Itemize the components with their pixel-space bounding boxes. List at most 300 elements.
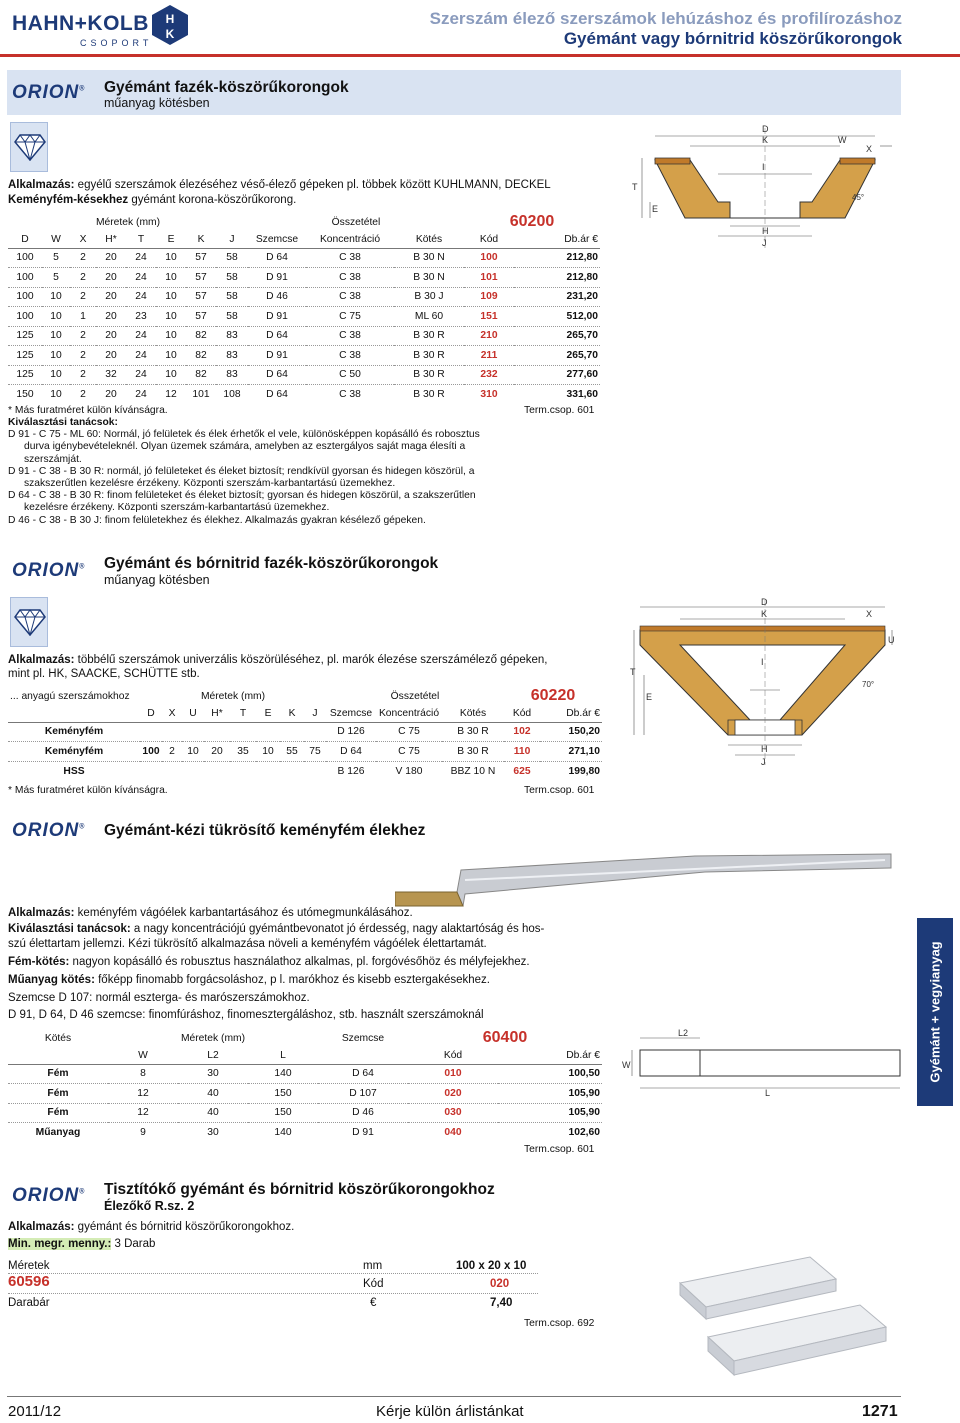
table-cell: 10 [156, 268, 186, 288]
dim-cell [182, 761, 204, 781]
table-cell: C 75 [376, 742, 442, 762]
s3-code: 60400 [482, 1029, 528, 1046]
table-cell: 83 [216, 346, 248, 366]
table-cell: 12 [108, 1084, 178, 1104]
table-cell: 310 [464, 385, 514, 405]
table-cell: 512,00 [514, 307, 600, 327]
table-cell: 24 [126, 248, 156, 268]
table-cell: B 30 J [394, 287, 464, 307]
table-cell: Műanyag [8, 1123, 108, 1143]
header-title [302, 9, 902, 49]
table-cell: 625 [504, 761, 540, 781]
s4-r1-value: 100 x 20 x 10 [456, 1260, 527, 1272]
table-cell: 10 [42, 326, 70, 346]
s2-group-dim: Méretek (mm) [200, 690, 266, 702]
material-cell: HSS [8, 761, 140, 781]
s1-col-header: H* [96, 231, 126, 248]
table-row [8, 365, 600, 385]
table-cell: 212,80 [514, 268, 600, 288]
table-cell: 2 [70, 385, 96, 405]
orion-logo: ORION® [12, 82, 86, 103]
table-cell: 8 [108, 1064, 178, 1084]
table-cell: BBZ 10 N [442, 761, 504, 781]
table-cell: 23 [126, 307, 156, 327]
svg-text:K: K [761, 609, 768, 619]
svg-text:H: H [165, 12, 175, 26]
table-cell: B 30 R [394, 346, 464, 366]
table-cell: 265,70 [514, 346, 600, 366]
dim-cell [230, 761, 256, 781]
table-cell: 82 [186, 346, 216, 366]
table-cell: 10 [42, 307, 70, 327]
table-cell: 100 [8, 268, 42, 288]
table-cell: 100 [8, 287, 42, 307]
table-cell: C 50 [306, 365, 394, 385]
s1-group-dim: Méretek (mm) [95, 216, 161, 228]
svg-text:H: H [762, 226, 769, 236]
table-row [8, 1103, 602, 1123]
s2-cup-wheel-diagram [630, 595, 900, 770]
table-cell: 100 [464, 248, 514, 268]
dim-cell [256, 722, 280, 742]
s1-application: Alkalmazás: egyélű szerszámok élezéséhez véső-élező gépeken pl. többek között KUHLMANN, DECKEL [8, 179, 551, 191]
s2-group-mat: ... anyagú szerszámokhoz [10, 690, 130, 702]
table-cell: D 64 [248, 326, 306, 346]
svg-text:70°: 70° [862, 680, 875, 689]
diamond-icon [14, 133, 46, 161]
table-cell: 10 [42, 365, 70, 385]
s3-line4: Műanyag kötés: főképp finomabb forgácsoláshoz, p l. marókhoz és kisebb esztergakésekhez. [8, 974, 490, 986]
svg-text:T: T [632, 182, 638, 192]
table-row [8, 1064, 602, 1084]
s3-line6: D 91, D 64, D 46 szemcse: finomfúráshoz, finomesztergáláshoz, stb. használt szerszámoknál [8, 1009, 484, 1021]
table-cell: 24 [126, 287, 156, 307]
table-cell: 020 [408, 1084, 498, 1104]
table-cell: 30 [178, 1123, 248, 1143]
table-cell: D 46 [248, 287, 306, 307]
table-cell: 125 [8, 326, 42, 346]
s3-col-header: W [108, 1047, 178, 1064]
table-cell: 10 [156, 346, 186, 366]
table-cell: 20 [96, 287, 126, 307]
table-cell: 40 [178, 1084, 248, 1104]
s1-col-header: Kód [464, 231, 514, 248]
table-cell: 10 [156, 248, 186, 268]
orion-logo: ORION® [12, 820, 86, 841]
s2-code: 60220 [530, 687, 576, 704]
diamond-icon [14, 608, 46, 636]
svg-text:U: U [888, 635, 895, 645]
s1-col-header: T [126, 231, 156, 248]
s1-title: Gyémánt fazék-köszörűkorongok [104, 79, 349, 96]
s3-line5: Szemcse D 107: normál esztergа- és marószerszámokhoz. [8, 992, 310, 1004]
s4-r3-label: Darabár [8, 1297, 50, 1309]
table-cell: 212,80 [514, 248, 600, 268]
table-cell: 58 [216, 307, 248, 327]
table-cell: 2 [70, 365, 96, 385]
table-cell: 102 [504, 722, 540, 742]
s1-col-header: W [42, 231, 70, 248]
table-cell: 2 [70, 326, 96, 346]
s3-col-header: L [248, 1047, 318, 1064]
s4-r3-unit: € [370, 1297, 377, 1309]
material-cell: Keményfém [8, 742, 140, 762]
svg-text:J: J [761, 757, 766, 767]
table-cell: 57 [186, 248, 216, 268]
s1-cup-wheel-diagram [630, 118, 900, 258]
table-cell: 125 [8, 346, 42, 366]
s1-col-header: Koncentráció [306, 231, 394, 248]
table-cell: 20 [96, 248, 126, 268]
table-cell: B 126 [326, 761, 376, 781]
s4-title: Tisztítókő gyémánt és bórnitrid köszörűkorongokhoz [104, 1181, 495, 1198]
table-cell: 57 [186, 307, 216, 327]
s1-term: Term.csop. 601 [524, 405, 595, 416]
s1-code: 60200 [509, 213, 555, 230]
svg-text:L2: L2 [678, 1028, 689, 1038]
table-cell: 271,10 [540, 742, 602, 762]
svg-text:W: W [622, 1060, 631, 1070]
table-cell: D 91 [248, 307, 306, 327]
table-cell: 57 [186, 287, 216, 307]
table-cell: B 30 N [394, 248, 464, 268]
table-cell: D 64 [248, 248, 306, 268]
svg-text:J: J [762, 238, 767, 248]
table-row [8, 307, 600, 327]
table-cell: 10 [156, 307, 186, 327]
table-cell: B 30 R [394, 326, 464, 346]
s2-title: Gyémánt és bórnitrid fazék-köszörűkorongok [104, 555, 439, 572]
s1-subtitle: műanyag kötésben [104, 96, 210, 110]
svg-text:W: W [838, 135, 847, 145]
table-cell: 10 [156, 326, 186, 346]
s3-title: Gyémánt-kézi tükrösítő keményfém élekhez [104, 822, 426, 839]
s1-col-header: E [156, 231, 186, 248]
dim-cell: 75 [304, 742, 326, 762]
s2-col-header: Kötés [442, 705, 504, 722]
svg-text:D: D [761, 597, 768, 607]
table-cell: 5 [42, 248, 70, 268]
s2-col-header: X [162, 705, 182, 722]
s1-col-header: Szemcse [248, 231, 306, 248]
s1-col-header: K [186, 231, 216, 248]
table-cell: 150 [248, 1084, 318, 1104]
table-cell: D 64 [318, 1064, 408, 1084]
dim-cell [280, 722, 304, 742]
dim-cell [230, 722, 256, 742]
dim-cell: 55 [280, 742, 304, 762]
s3-col-header: Db.ár € [498, 1047, 602, 1064]
table-cell: 277,60 [514, 365, 600, 385]
table-cell: 125 [8, 365, 42, 385]
table-cell: 24 [126, 268, 156, 288]
table-cell: 58 [216, 248, 248, 268]
s2-application: Alkalmazás: többélű szerszámok univerzális köszörüléséhez, pl. marók élezése szerszámélező gépeken, [8, 654, 548, 666]
table-cell: 1 [70, 307, 96, 327]
table-cell: C 38 [306, 248, 394, 268]
s2-col-header: D [140, 705, 162, 722]
table-cell: 150 [8, 385, 42, 405]
svg-text:D: D [762, 124, 769, 134]
s3-col-header: Kód [408, 1047, 498, 1064]
orion-logo: ORION® [12, 560, 86, 581]
table-cell: D 91 [318, 1123, 408, 1143]
s4-r2-value: 020 [490, 1278, 510, 1290]
svg-text:K: K [762, 135, 769, 145]
s4-min-qty: Min. megr. menny.: 3 Darab [8, 1238, 156, 1250]
table-cell: 2 [70, 346, 96, 366]
dim-cell [204, 722, 230, 742]
table-cell: 24 [126, 326, 156, 346]
diamond-badge [10, 122, 48, 172]
table-cell: 100 [8, 248, 42, 268]
s3-line1: Alkalmazás: keményfém vágóélek karbantartásához és utómegmunkálásához. [8, 907, 413, 919]
svg-text:I: I [762, 162, 765, 172]
s2-col-header: H* [204, 705, 230, 722]
header-rule [0, 54, 960, 57]
table-row [8, 761, 602, 781]
table-row [8, 346, 600, 366]
dim-cell: 35 [230, 742, 256, 762]
dim-cell [182, 722, 204, 742]
table-cell: 140 [248, 1064, 318, 1084]
table-cell: 150 [248, 1103, 318, 1123]
s4-term: Term.csop. 692 [524, 1318, 595, 1329]
footer-rule [7, 1396, 901, 1397]
material-cell: Keményfém [8, 722, 140, 742]
table-cell: 9 [108, 1123, 178, 1143]
s1-col-header: D [8, 231, 42, 248]
table-cell: 83 [216, 326, 248, 346]
svg-text:X: X [866, 609, 873, 619]
table-cell: 20 [96, 326, 126, 346]
table-cell: 101 [186, 385, 216, 405]
dim-cell: 2 [162, 742, 182, 762]
s3-line2: Kiválasztási tanácsok: a nagy koncentrációjú gyémántbevonatot jó érdesség, nagy alaktartóság és hos- [8, 923, 545, 935]
table-cell: B 30 R [394, 385, 464, 405]
svg-text:I: I [761, 657, 764, 667]
table-cell: C 38 [306, 326, 394, 346]
table-cell: D 91 [248, 346, 306, 366]
table-cell: 24 [126, 385, 156, 405]
table-cell: 20 [96, 307, 126, 327]
svg-text:T: T [630, 667, 636, 677]
table-row [8, 326, 600, 346]
table-cell: 105,90 [498, 1084, 602, 1104]
table-cell: 2 [70, 287, 96, 307]
table-cell: B 30 R [394, 365, 464, 385]
brand-sub: CSOPORT [80, 38, 153, 48]
table-cell: 58 [216, 268, 248, 288]
diamond-badge [10, 597, 48, 647]
s2-term: Term.csop. 601 [524, 785, 595, 796]
table-cell: B 30 R [442, 722, 504, 742]
table-cell: B 30 N [394, 268, 464, 288]
svg-text:E: E [646, 692, 653, 702]
table-cell: 82 [186, 365, 216, 385]
table-cell: D 64 [248, 385, 306, 405]
s1-col-header: Kötés [394, 231, 464, 248]
table-cell: 040 [408, 1123, 498, 1143]
table-cell: 110 [504, 742, 540, 762]
s2-col-header: U [182, 705, 204, 722]
s2-col-header: Db.ár € [540, 705, 602, 722]
table-cell: 102,60 [498, 1123, 602, 1143]
table-cell: 101 [464, 268, 514, 288]
table-cell: 24 [126, 346, 156, 366]
table-cell: 82 [186, 326, 216, 346]
svg-text:H: H [761, 744, 768, 754]
table-cell: 108 [216, 385, 248, 405]
dim-cell [256, 761, 280, 781]
table-cell: 105,90 [498, 1103, 602, 1123]
svg-text:L: L [765, 1088, 771, 1098]
hk-emblem-icon [150, 4, 190, 46]
footer-note: Kérje külön árlistánkat [376, 1403, 524, 1420]
s2-col-header: E [256, 705, 280, 722]
s3-group-grit: Szemcse [341, 1032, 385, 1044]
table-cell: 2 [70, 248, 96, 268]
s2-group-comp: Összetétel [390, 690, 440, 702]
table-cell: D 126 [326, 722, 376, 742]
side-category-tab[interactable]: Gyémánt + vegyianyag [917, 918, 953, 1106]
s3-table [8, 1029, 602, 1142]
table-cell: C 75 [306, 307, 394, 327]
table-cell: 10 [42, 346, 70, 366]
s1-note: * Más furatméret külön kívánságra. [8, 405, 168, 416]
cleaning-stones-image [660, 1255, 900, 1385]
s1-table [8, 213, 600, 404]
s4-r1-label: Méretek [8, 1260, 50, 1272]
table-cell: 24 [126, 365, 156, 385]
s3-col-header: L2 [178, 1047, 248, 1064]
table-cell: V 180 [376, 761, 442, 781]
table-cell: 331,60 [514, 385, 600, 405]
s2-col-header: Kód [504, 705, 540, 722]
s2-application2: mint pl. HK, SAACKE, SCHÜTTE stb. [8, 668, 200, 680]
s2-col-header: T [230, 705, 256, 722]
s1-group-comp: Összetétel [331, 216, 381, 228]
table-cell: D 64 [326, 742, 376, 762]
table-row [8, 248, 600, 268]
table-cell: 30 [178, 1064, 248, 1084]
svg-text:K: K [165, 27, 175, 41]
s3-group-bond: Kötés [44, 1032, 72, 1044]
table-cell: 10 [156, 287, 186, 307]
s3-lapper-diagram [620, 1028, 910, 1098]
table-row [8, 287, 600, 307]
page-number: 1271 [862, 1403, 898, 1420]
s4-r2-unit: Kód [363, 1278, 384, 1290]
s2-col-header: Koncentráció [376, 705, 442, 722]
table-cell: 210 [464, 326, 514, 346]
table-cell: C 38 [306, 268, 394, 288]
table-cell: 199,80 [540, 761, 602, 781]
table-cell: 40 [178, 1103, 248, 1123]
dim-cell [162, 761, 182, 781]
table-cell: D 107 [318, 1084, 408, 1104]
table-cell: 20 [96, 346, 126, 366]
dim-cell: 10 [256, 742, 280, 762]
header-line1: Szerszám élező szerszámok lehúzáshoz és profilírozáshoz [429, 9, 902, 28]
s3-line2b: szú élettartam jellemzi. Kézi tükrösítő alkalmazása növeli a keményfém vágóélek élettartamát. [8, 938, 487, 950]
table-cell: 2 [70, 268, 96, 288]
table-cell: 100 [8, 307, 42, 327]
s3-line3: Fém-kötés: nagyon kopásálló és robusztus használathoz alkalmas, pl. forgóvésőhöz és mélyfejekhez. [8, 956, 530, 968]
s2-col-header: Szemcse [326, 705, 376, 722]
dim-cell [304, 761, 326, 781]
s4-subtitle: Élezőkő R.sz. 2 [104, 1199, 195, 1213]
table-row [8, 742, 602, 762]
dim-cell [162, 722, 182, 742]
table-cell: 150,20 [540, 722, 602, 742]
header-line2: Gyémánt vagy bórnitrid köszörűkorongok [563, 29, 902, 48]
table-cell: 010 [408, 1064, 498, 1084]
table-cell: 32 [96, 365, 126, 385]
s4-application: Alkalmazás: gyémánt és bórnitrid köszörűkorongokhoz. [8, 1221, 295, 1233]
svg-text:45°: 45° [852, 193, 865, 202]
dim-cell [140, 761, 162, 781]
dim-cell [140, 722, 162, 742]
table-cell: 211 [464, 346, 514, 366]
s4-code: 60596 [8, 1273, 50, 1290]
table-cell: 109 [464, 287, 514, 307]
s1-col-header: X [70, 231, 96, 248]
svg-text:X: X [866, 144, 873, 154]
table-cell: 10 [42, 385, 70, 405]
s3-col-header [318, 1047, 408, 1064]
table-row [8, 722, 602, 742]
table-cell: 20 [96, 268, 126, 288]
dim-cell: 20 [204, 742, 230, 762]
table-cell: 10 [156, 365, 186, 385]
table-cell: ML 60 [394, 307, 464, 327]
table-cell: Fém [8, 1084, 108, 1104]
table-cell: C 38 [306, 346, 394, 366]
table-cell: 151 [464, 307, 514, 327]
table-row [8, 1123, 602, 1143]
table-cell: 57 [186, 268, 216, 288]
table-cell: 12 [156, 385, 186, 405]
s1-col-header: J [216, 231, 248, 248]
table-cell: B 30 R [442, 742, 504, 762]
table-cell: C 38 [306, 287, 394, 307]
table-cell: 140 [248, 1123, 318, 1143]
s2-col-header: J [304, 705, 326, 722]
s1-advice: Kiválasztási tanácsok: D 91 - C 75 - ML 60: Normál, jó felületek és élek érhetők el vele, különösképpen kopásálló és robosztus durva igénybevételeknél. Olyan üzemek számára, amelyben az esztergályos saját maga élesíti a szerszámját. D 91 - C 38 - B 30 R: normál, jó felületeket és éleket biztosít; rendkívül gyorsan és hidegen köszörül, a szakszerűtlen kezelésre érzékeny. Központi szerszám-karbantartású üzemekhez. D 64 - C 38 - B 30 R: finom felületeket és éleket biztosít; gyorsan és hidegen köszörül, a szakszerűtlen kezelésre érzékeny. Központi szerszám-karbantartású üzemekhez. D 46 - C 38 - B 30 J: finom felületekhez és élekhez. Alkalmazás gyakran késélező gépeken. [8, 417, 480, 526]
s2-subtitle: műanyag kötésben [104, 573, 210, 587]
orion-logo: ORION® [12, 1185, 86, 1206]
s3-term: Term.csop. 601 [524, 1144, 595, 1155]
dim-cell [204, 761, 230, 781]
footer-year: 2011/12 [8, 1403, 62, 1420]
brand-name: HAHN+KOLB [12, 12, 149, 35]
svg-text:E: E [652, 204, 659, 214]
table-cell: Fém [8, 1064, 108, 1084]
dim-cell: 100 [140, 742, 162, 762]
table-cell: 5 [42, 268, 70, 288]
table-cell: 83 [216, 365, 248, 385]
table-cell: 030 [408, 1103, 498, 1123]
s2-note: * Más furatméret külön kívánságra. [8, 785, 168, 796]
table-row [8, 268, 600, 288]
s1-col-header: Db.ár € [514, 231, 600, 248]
dim-cell [304, 722, 326, 742]
s1-application2: Keményfém-késekhez gyémánt korona-köszörűkorong. [8, 194, 297, 206]
table-cell: 231,20 [514, 287, 600, 307]
table-cell: D 64 [248, 365, 306, 385]
table-cell: C 75 [376, 722, 442, 742]
